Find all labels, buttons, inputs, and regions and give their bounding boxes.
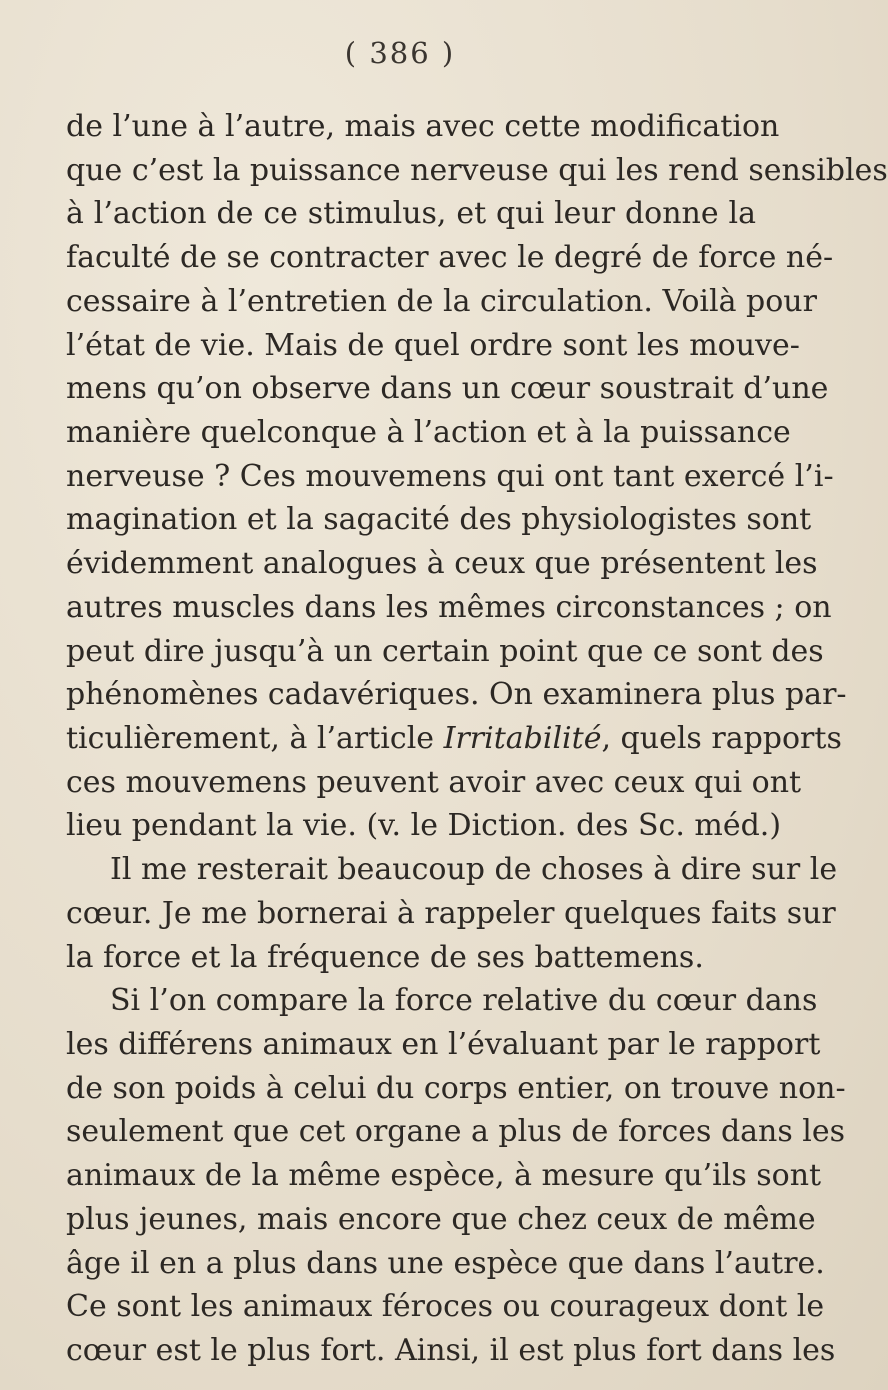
text-line-4: faculté de se contracter avec le degré de force né- (66, 240, 834, 275)
text-line-15 (66, 718, 842, 760)
text-line-21: Si l’on compare la force relative du cœur dans (110, 983, 818, 1018)
text-line-2: que c’est la puissance nerveuse qui les rend sensibles (66, 153, 888, 188)
text-line-14: phénomènes cadavériques. On examinera plus par- (66, 677, 847, 712)
text-line-12: autres muscles dans les mêmes circonstances ; on (66, 590, 832, 625)
text-line-13: peut dire jusqu’à un certain point que ce sont des (66, 634, 824, 669)
text-line-9: nerveuse ? Ces mouvemens qui ont tant exercé l’i- (66, 459, 834, 494)
text-line-3: à l’action de ce stimulus, et qui leur donne la (66, 196, 756, 231)
text-line-20: la force et la fréquence de ses battemens. (66, 940, 704, 975)
text-line-1: de l’une à l’autre, mais avec cette modification (66, 109, 780, 144)
text-line-29: cœur est le plus fort. Ainsi, il est plus fort dans les (66, 1333, 836, 1368)
text-line-15-end: , quels rapports (601, 721, 842, 756)
text-line-25: animaux de la même espèce, à mesure qu’ils sont (66, 1158, 822, 1193)
text-line-8: manière quelconque à l’action et à la puissance (66, 415, 791, 450)
text-line-18: Il me resterait beaucoup de choses à dire sur le (110, 852, 838, 887)
article-reference: Irritabilité (443, 721, 602, 756)
text-line-7: mens qu’on observe dans un cœur soustrait d’une (66, 371, 829, 406)
text-line-17: lieu pendant la vie. (v. le Diction. des Sc. méd.) (66, 808, 782, 843)
text-line-6: l’état de vie. Mais de quel ordre sont les mouve- (66, 328, 800, 363)
text-line-19: cœur. Je me bornerai à rappeler quelques faits sur (66, 896, 836, 931)
text-line-23: de son poids à celui du corps entier, on trouve non- (66, 1071, 846, 1106)
text-line-15-start: ticulièrement, à l’article (66, 721, 435, 756)
text-line-26: plus jeunes, mais encore que chez ceux de même (66, 1202, 816, 1237)
text-line-24: seulement que cet organe a plus de forces dans les (66, 1114, 846, 1149)
page-number: ( 386 ) (344, 36, 456, 70)
text-line-10: magination et la sagacité des physiologistes sont (66, 502, 812, 537)
text-line-16: ces mouvemens peuvent avoir avec ceux qui ont (66, 765, 802, 800)
text-line-28: Ce sont les animaux féroces ou courageux dont le (66, 1289, 825, 1324)
text-line-22: les différens animaux en l’évaluant par le rapport (66, 1027, 821, 1062)
text-line-27: âge il en a plus dans une espèce que dans l’autre. (66, 1246, 825, 1281)
text-line-5: cessaire à l’entretien de la circulation. Voilà pour (66, 284, 817, 319)
text-line-11: évidemment analogues à ceux que présentent les (66, 546, 818, 581)
